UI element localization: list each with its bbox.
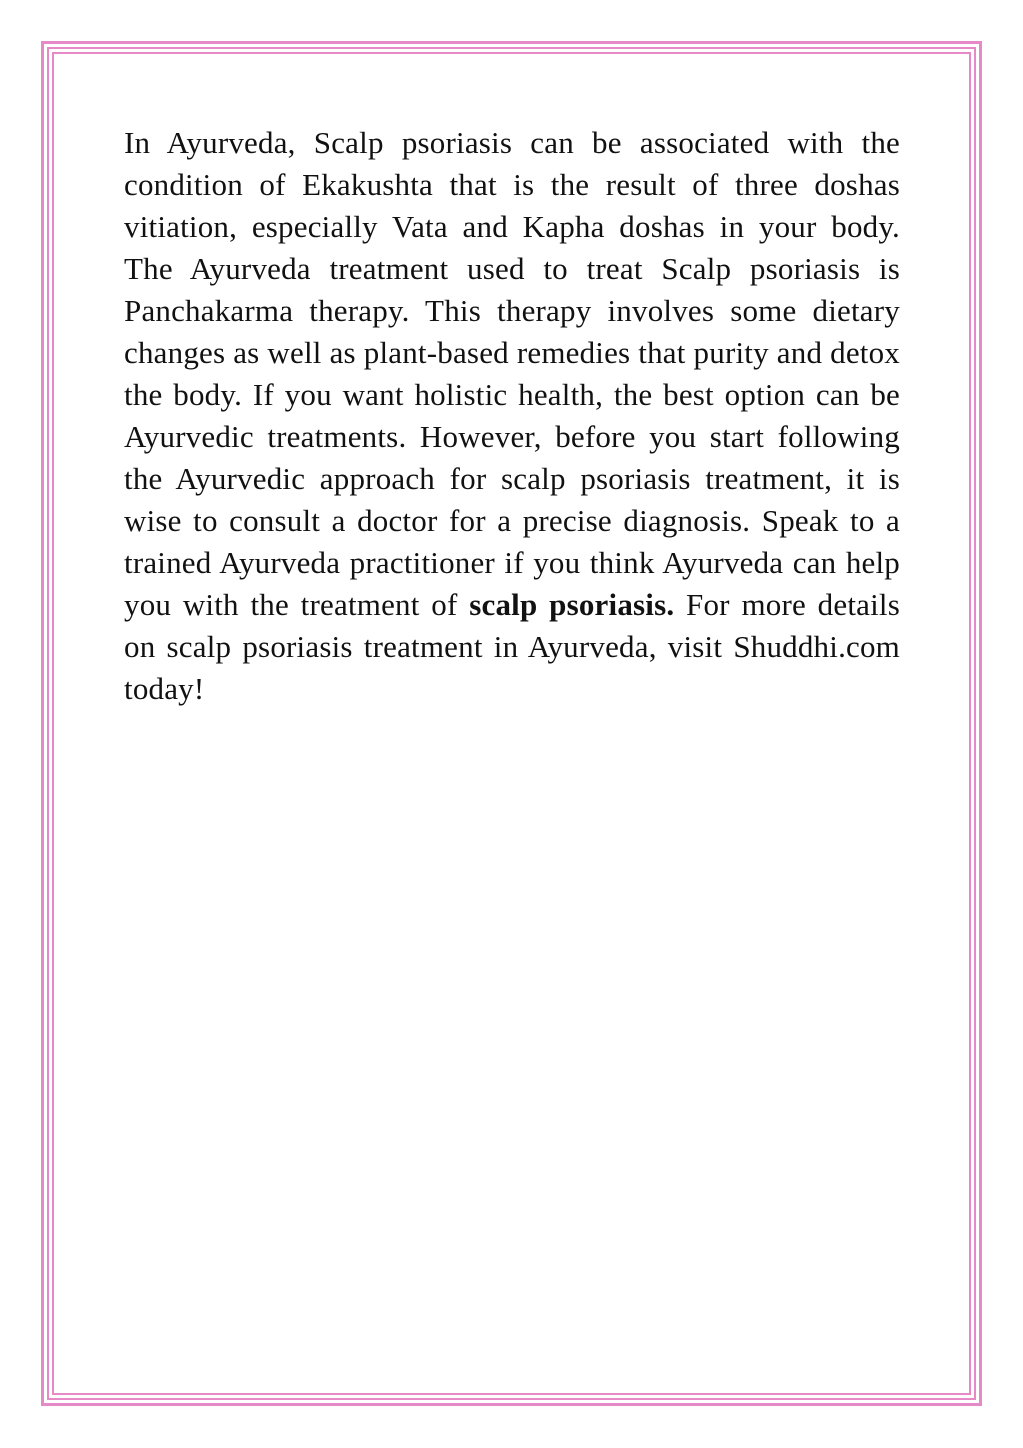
bold-keyword-scalp-psoriasis: scalp psoriasis.	[469, 587, 675, 622]
document-body	[124, 122, 900, 710]
paragraph-text-start: In Ayurveda, Scalp psoriasis can be associated with the condition of Ekakushta that is the result of three doshas vitiation, especially Vata and Kapha doshas in your body. The Ayurveda treatment used to treat Scalp psoriasis is Panchakarma therapy. This therapy involves some dietary changes as well as plant-based remedies that purity and detox the body. If you want holistic health, the best option can be Ayurvedic treatments. However, before you start following the Ayurvedic approach for scalp psoriasis treatment, it is wise to consult a doctor for a precise diagnosis. Speak to a trained Ayurveda practitioner if you think Ayurveda can help you with the treatment of	[124, 125, 900, 622]
paragraph-text-end: For more details on scalp psoriasis treatment in Ayurveda, visit Shuddhi.com today!	[124, 587, 900, 706]
body-paragraph	[124, 122, 900, 710]
